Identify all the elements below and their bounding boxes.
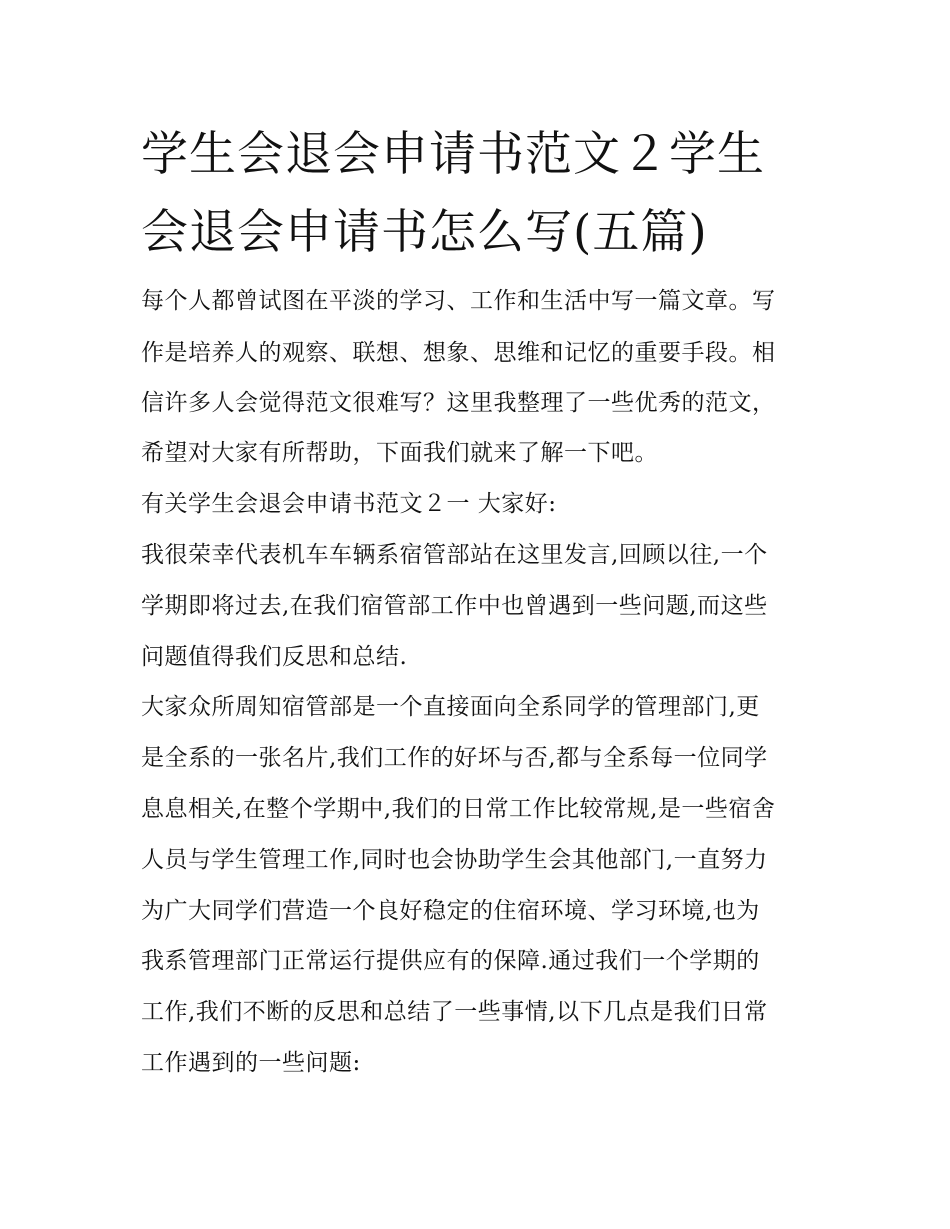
document-title [141,116,821,272]
paragraph-line: 问题值得我们反思和总结. [141,644,408,670]
intro-line: 作是培养人的观察、联想、想象、思维和记忆的重要手段。相 [141,340,776,366]
paragraph-line: 工作,我们不断的反思和总结了一些事情,以下几点是我们日常 [141,999,768,1025]
paragraph-line: 人员与学生管理工作,同时也会协助学生会其他部门,一直努力 [141,847,768,873]
intro-line: 希望对大家有所帮助，下面我们就来了解一下吧。 [141,440,658,466]
paragraph-line: 为广大同学们营造一个良好稳定的住宿环境、学习环境,也为 [141,898,760,924]
title-line: 会退会申请书怎么写(五篇) [141,205,708,260]
paragraph-line: 是全系的一张名片,我们工作的好坏与否,都与全系每一位同学 [141,745,768,771]
paragraph-line: 息息相关,在整个学期中,我们的日常工作比较常规,是一些宿舍 [141,796,776,822]
paragraph-line: 我系管理部门正常运行提供应有的保障.通过我们一个学期的 [141,948,760,974]
intro-line: 每个人都曾试图在平淡的学习、工作和生活中写一篇文章。写 [141,288,776,314]
paragraph-line: 我很荣幸代表机车车辆系宿管部站在这里发言,回顾以往,一个 [141,542,768,568]
section-heading: 有关学生会退会申请书范文２一 大家好: [141,491,557,517]
paragraph-line: 工作遇到的一些问题: [141,1050,361,1076]
paragraph-line: 大家众所周知宿管部是一个直接面向全系同学的管理部门,更 [141,694,760,720]
intro-line: 信许多人会觉得范文很难写？这里我整理了一些优秀的范文， [141,390,776,416]
paragraph-line: 学期即将过去,在我们宿管部工作中也曾遇到一些问题,而这些 [141,593,768,619]
title-line: 学生会退会申请书范文２学生 [141,127,765,182]
